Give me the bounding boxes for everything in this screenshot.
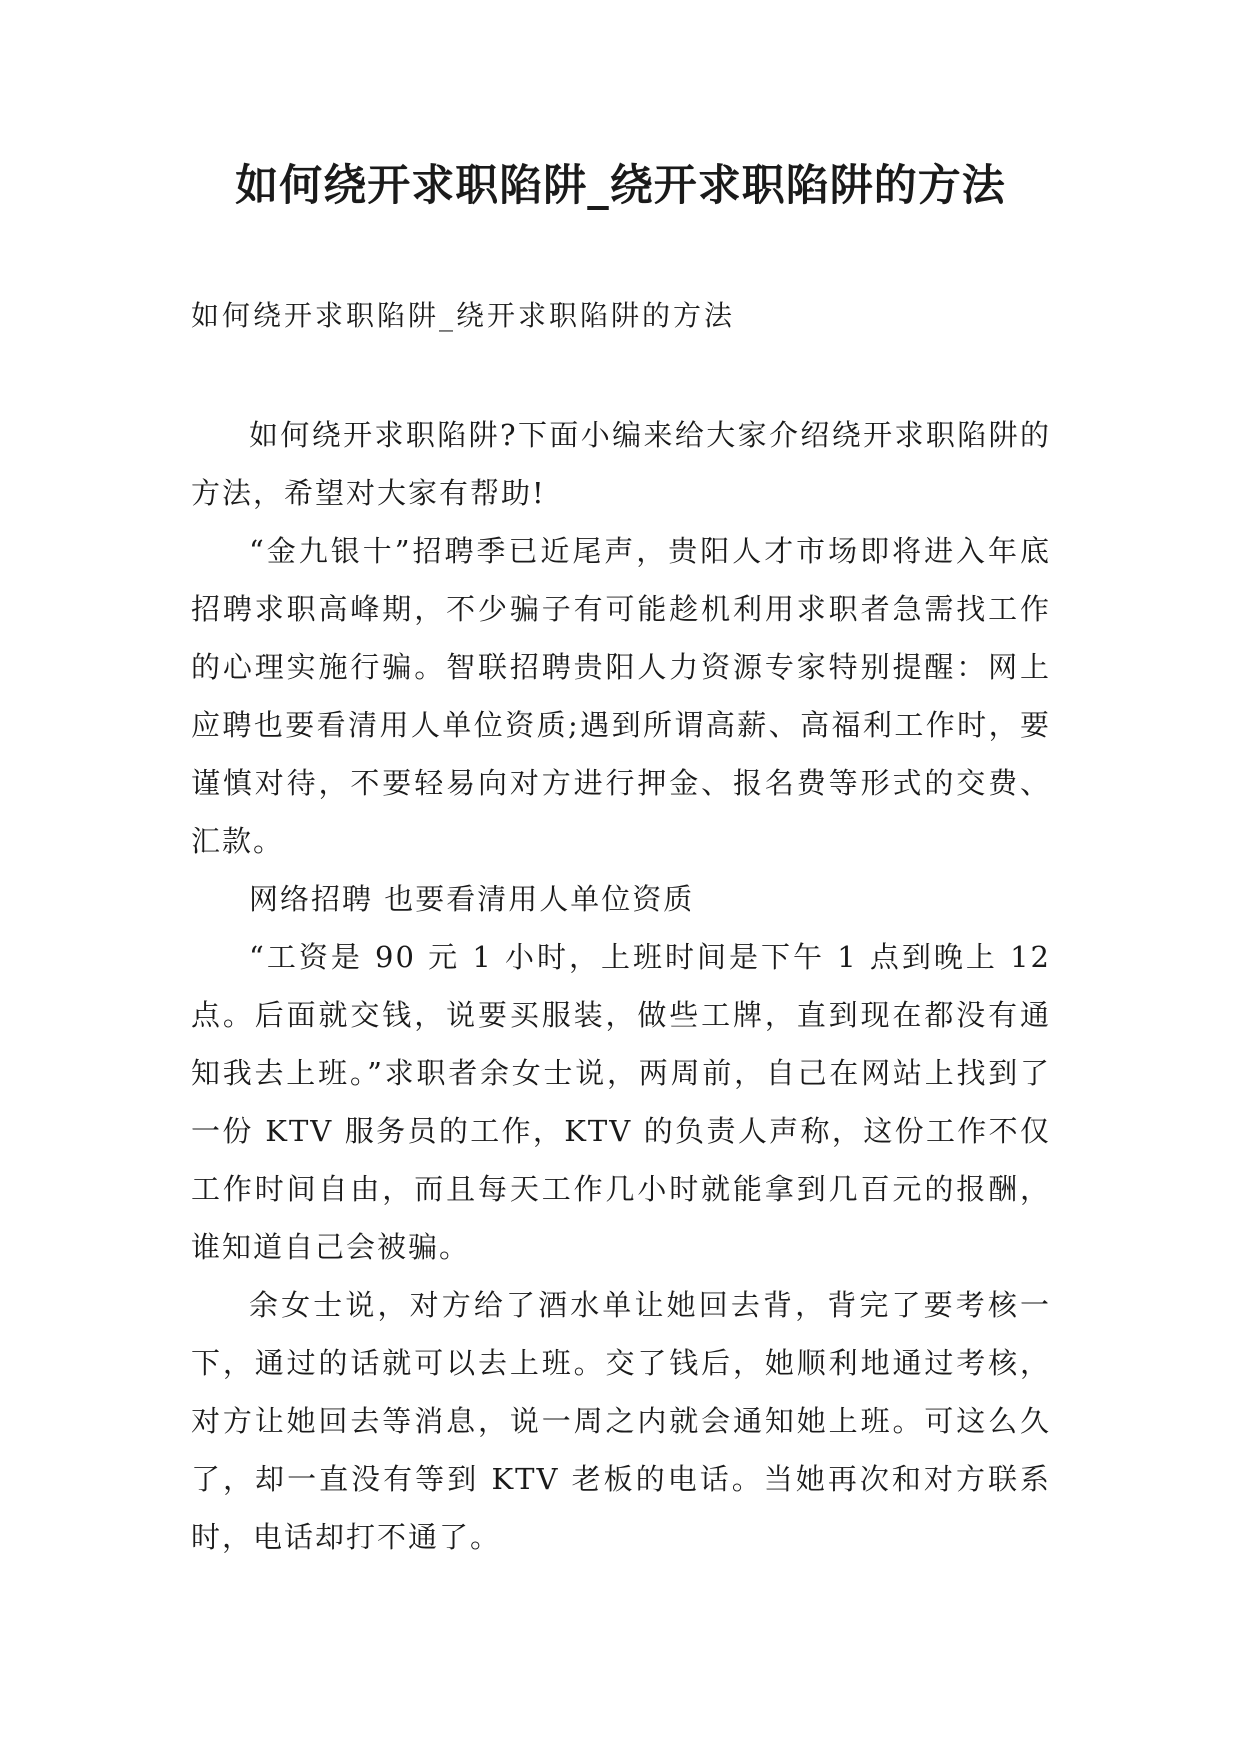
paragraph-season: “金九银十”招聘季已近尾声，贵阳人才市场即将进入年底招聘求职高峰期，不少骗子有可能趁机利用求职者急需找工作的心理实施行骗。智联招聘贵阳人力资源专家特别提醒：网上应聘也要看清用人单位资质;遇到所谓高薪、高福利工作时，要谨慎对待，不要轻易向对方进行押金、报名费等形式的交费、汇款。 [191, 534, 1051, 858]
section-heading: 网络招聘 也要看清用人单位资质 [249, 882, 695, 916]
document-subtitle: 如何绕开求职陷阱_绕开求职陷阱的方法 [191, 299, 736, 332]
document-body [191, 406, 1051, 1566]
document-title: 如何绕开求职陷阱_绕开求职陷阱的方法 [235, 161, 1006, 211]
paragraph-followup: 余女士说，对方给了酒水单让她回去背，背完了要考核一下，通过的话就可以去上班。交了钱后，她顺利地通过考核，对方让她回去等消息，说一周之内就会通知她上班。可这么久了，却一直没有等到 KTV 老板的电话。当她再次和对方联系时，电话却打不通了。 [191, 1288, 1051, 1554]
paragraph-intro: 如何绕开求职陷阱?下面小编来给大家介绍绕开求职陷阱的方法，希望对大家有帮助! [191, 418, 1051, 510]
paragraph-case: “工资是 90 元 1 小时，上班时间是下午 1 点到晚上 12 点。后面就交钱，说要买服装，做些工牌，直到现在都没有通知我去上班。”求职者余女士说，两周前，自己在网站上找到了一份 KTV 服务员的工作，KTV 的负责人声称，这份工作不仅工作时间自由，而且每天工作几小时就能拿到几百元的报酬，谁知道自己会被骗。 [191, 940, 1051, 1264]
